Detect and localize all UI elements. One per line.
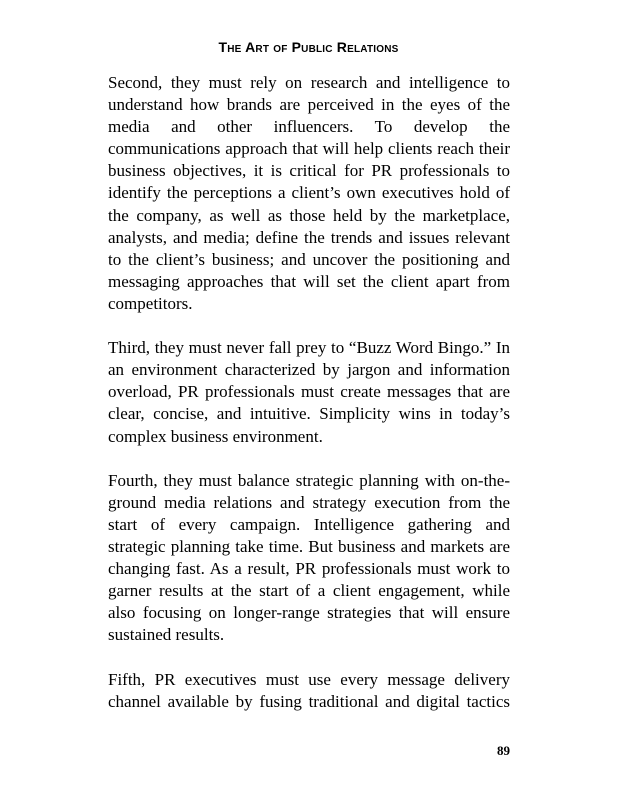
paragraph-third: Third, they must never fall prey to “Buzz Word Bingo.” In an environment characterized by jargon and information overload, PR professionals must create messages that are clear, concise, and intuitive. Simplicity wins in today’s complex business environment. [108, 338, 510, 446]
page-number: 89 [497, 743, 510, 758]
paragraph-fourth: Fourth, they must balance strategic planning with on-the-ground media relations and strategy execution from the start of every campaign. Intelligence gathering and strategic planning take time. But business and markets are changing fast. As a result, PR professionals must work to garner results at the start of a client engagement, while also focusing on longer-range strategies that will ensure sustained results. [108, 470, 510, 645]
paragraph-second: Second, they must rely on research and intelligence to understand how brands are perceived in the eyes of the media and other influencers. To develop the communications approach that will help clients reach their business objectives, it is critical for PR professionals to identify the perceptions a client’s own executives hold of the company, as well as those held by the marketplace, analysts, and media; define the trends and issues relevant to the client’s business; and uncover the positioning and messaging approaches that will set the client apart from competitors. [108, 73, 510, 313]
paragraph-fifth: Fifth, PR executives must use every message delivery channel available by fusing traditional and digital tactics [108, 669, 510, 711]
body-text [108, 72, 510, 713]
running-header: The Art of Public Relations [218, 39, 399, 55]
